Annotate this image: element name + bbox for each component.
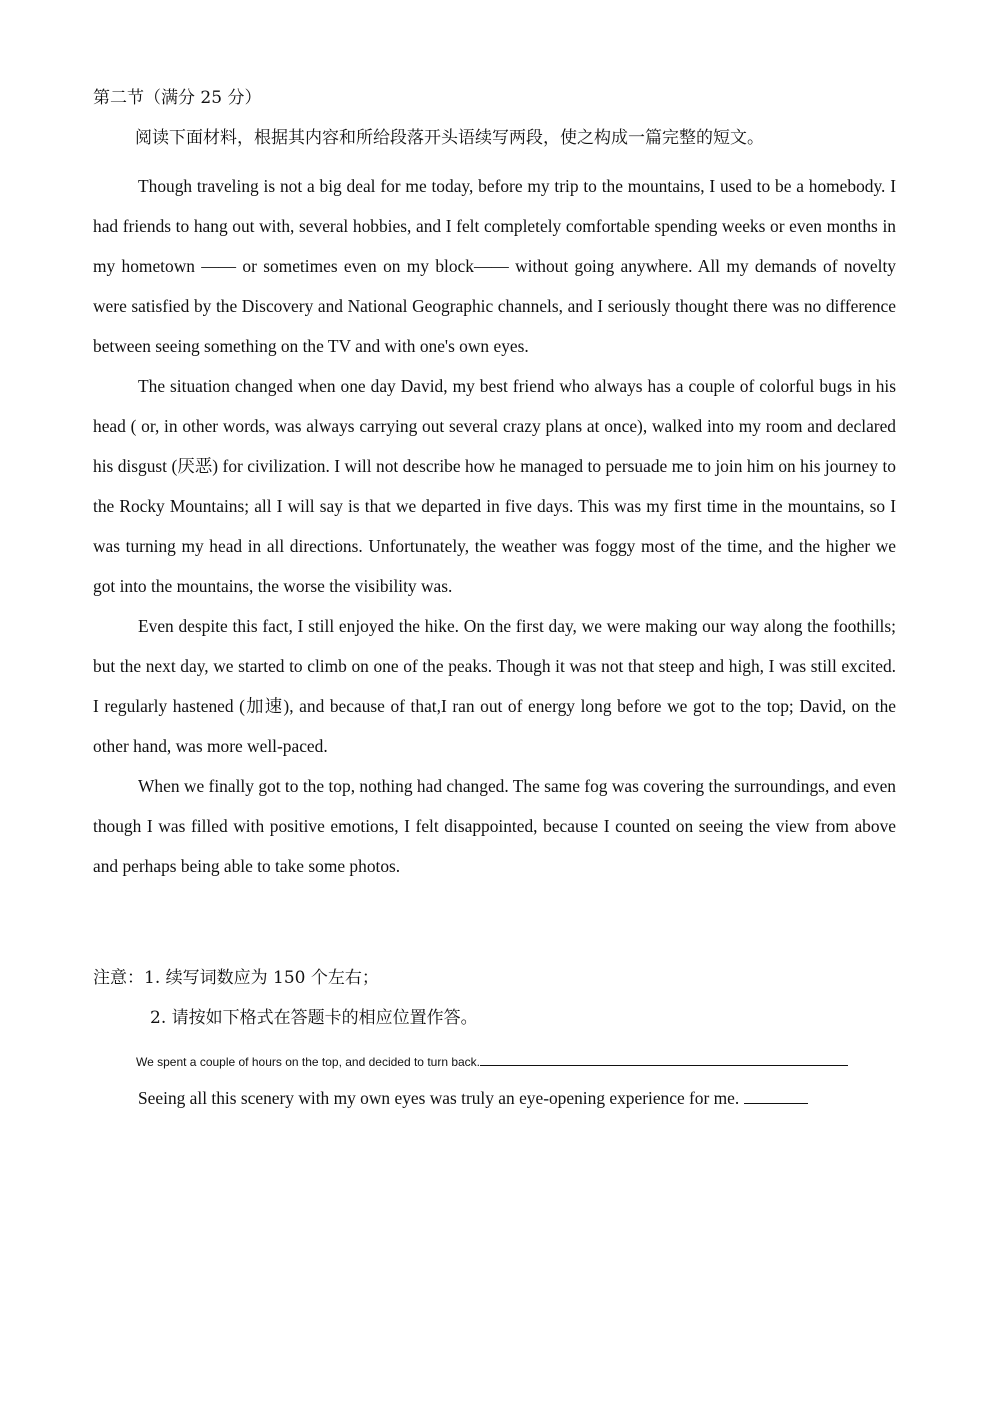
passage-paragraph: Though traveling is not a big deal for me today, before my trip to the mountains, I used to be a homebody. I had friends to hang out with, several hobbies, and I felt completely comfortable spending weeks or even months in my hometown —— or sometimes even on my block—— without going anywhere. All my demands of novelty were satisfied by the Discovery and National Geographic channels, and I seriously thought there was no difference between seeing something on the TV and with one's own eyes. bbox=[93, 176, 896, 356]
instruction-text: 阅读下面材料，根据其内容和所给段落开头语续写两段，使之构成一篇完整的短文。 bbox=[135, 128, 764, 148]
note-line-2: 2. 请按如下格式在答题卡的相应位置作答。 bbox=[150, 1008, 478, 1028]
note-line-1: 注意：1. 续写词数应为 150 个左右； bbox=[93, 968, 379, 988]
answer-blank[interactable] bbox=[548, 1051, 592, 1066]
paragraph-opener-2 bbox=[138, 1086, 808, 1110]
answer-blank[interactable] bbox=[744, 1089, 808, 1104]
paragraph-opener-1 bbox=[136, 1051, 848, 1071]
passage-paragraph: Even despite this fact, I still enjoyed the hike. On the first day, we were making our way along the foothills; but the next day, we started to climb on one of the peaks. Though it was not that steep and high, I was still excited. I regularly hastened (加速), and because of that,I ran out of energy long before we got to the top; David, on the other hand, was more well-paced. bbox=[93, 616, 896, 756]
answer-blank[interactable] bbox=[480, 1051, 548, 1066]
passage-paragraph: When we finally got to the top, nothing had changed. The same fog was covering the surroundings, and even though I was filled with positive emotions, I felt disappointed, because I counted on seeing the view from above and perhaps being able to take some photos. bbox=[93, 776, 896, 876]
opener-text-2: Seeing all this scenery with my own eyes was truly an eye-opening experience for me. bbox=[138, 1088, 740, 1108]
passage-paragraph: The situation changed when one day David, my best friend who always has a couple of colorful bugs in his head ( or, in other words, was always carrying out several crazy plans at once), walked into my room and declared his disgust (厌恶) for civilization. I will not describe how he managed to persuade me to join him on his journey to the Rocky Mountains; all I will say is that we departed in five days. This was my first time in the mountains, so I was turning my head in all directions. Unfortunately, the weather was foggy most of the time, and the higher we got into the mountains, the worse the visibility was. bbox=[93, 376, 896, 596]
section-title: 第二节（满分 25 分） bbox=[93, 88, 262, 108]
answer-blank[interactable] bbox=[592, 1051, 848, 1066]
reading-passage bbox=[93, 166, 896, 886]
opener-text-1: We spent a couple of hours on the top, and decided to turn back. bbox=[136, 1055, 481, 1069]
